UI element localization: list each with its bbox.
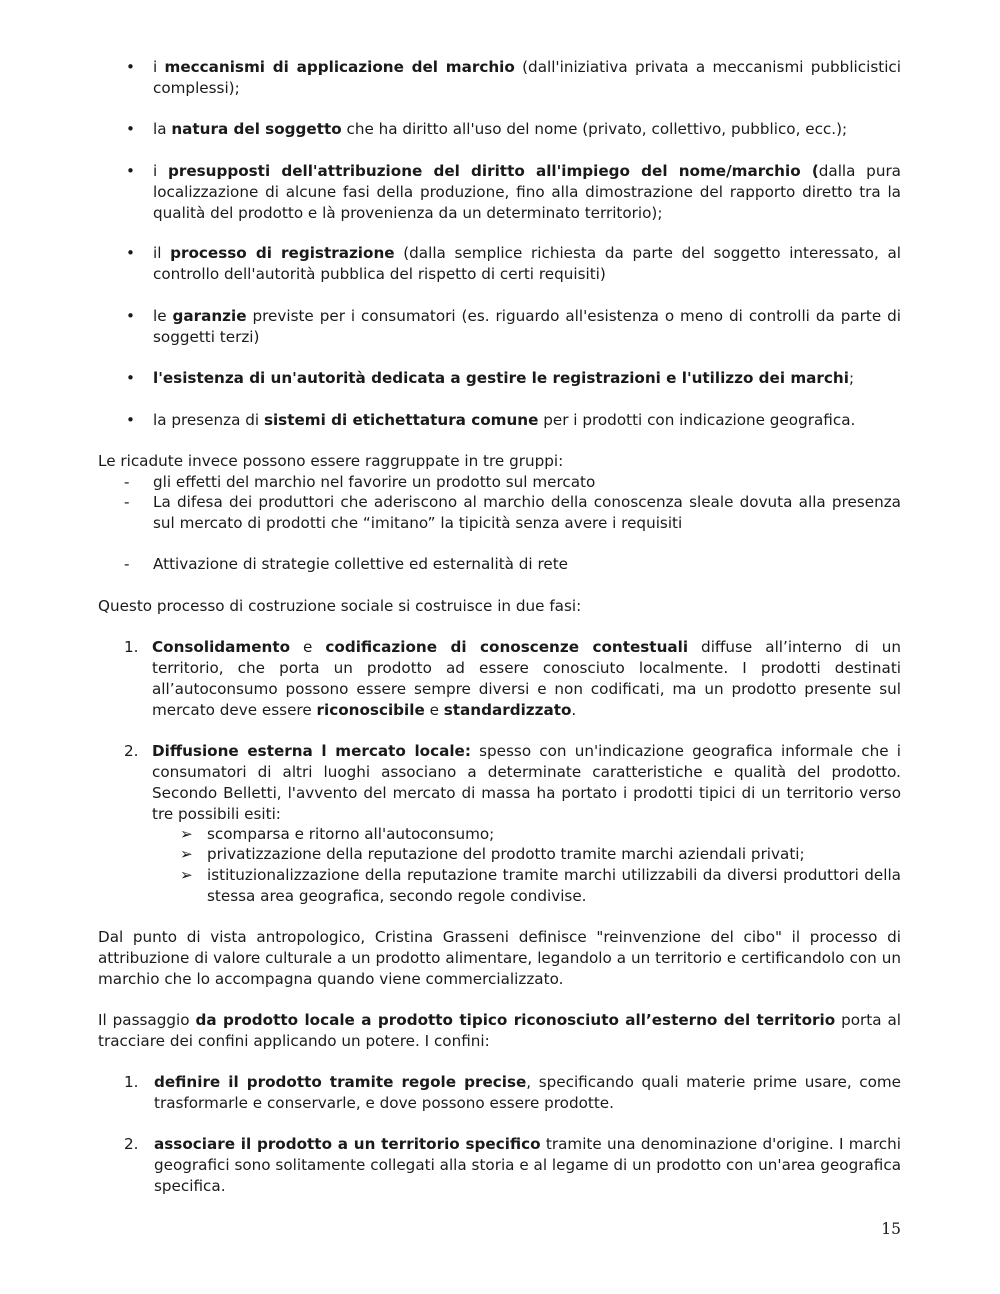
bullet-bold: meccanismi di applicazione del marchio xyxy=(164,58,515,76)
bullet-marker: • xyxy=(126,120,135,138)
bullet-text: che ha diritto all'uso del nome (privato, collettivo, pubblico, ecc.); xyxy=(341,120,848,138)
bullet-bold: garanzie xyxy=(172,307,247,325)
bullet-text: (dalla semplice richiesta da parte del soggetto interessato, al controllo dell'autorità pubblica del rispetto di certi requisiti) xyxy=(153,244,901,283)
ricadute-intro: Le ricadute invece possono essere raggruppate in tre gruppi: xyxy=(98,452,564,470)
bullet-text: dalla pura localizzazione di alcune fasi della produzione, fino alla dimostrazione del rapporto diretto tra la qualità del prodotto e là provenienza da un determinato territorio); xyxy=(153,162,901,222)
esito-item: scomparsa e ritorno all'autoconsumo; xyxy=(207,825,495,843)
bullet-item xyxy=(153,119,901,140)
bold-text: standardizzato xyxy=(443,701,572,719)
bullet-text: i xyxy=(153,162,168,180)
dash-item: Attivazione di strategie collettive ed esternalità di rete xyxy=(153,555,569,573)
bullet-text: la xyxy=(153,120,172,138)
dash-item: gli effetti del marchio nel favorire un prodotto sul mercato xyxy=(153,473,596,491)
bullet-marker: • xyxy=(126,58,135,76)
dash-marker: - xyxy=(124,493,130,511)
passaggio-paragraph xyxy=(98,1010,901,1052)
bold-text: Consolidamento xyxy=(152,638,291,656)
bullet-item xyxy=(153,410,901,431)
confine-item xyxy=(154,1134,901,1197)
bold-text: codificazione di conoscenze contestuali xyxy=(325,638,689,656)
dash-marker: - xyxy=(124,555,130,573)
bullet-marker: • xyxy=(126,244,135,262)
dash-marker: - xyxy=(124,473,130,491)
bullet-text: il xyxy=(153,244,171,262)
grasseni-paragraph: Dal punto di vista antropologico, Cristina Grasseni definisce "reinvenzione del cibo" il processo di attribuzione di valore culturale a un prodotto alimentare, legandolo a un territorio e certificandolo con un marchio che lo accompagna quando viene commercializzato. xyxy=(98,928,901,988)
bullet-text: la presenza di xyxy=(153,411,264,429)
number-marker: 2. xyxy=(124,742,139,760)
plain-text: , specificando quali materie prime usare, come trasformarle e conservarle, e dove possono essere prodotte. xyxy=(154,1073,901,1112)
esito-item: privatizzazione della reputazione del prodotto tramite marchi aziendali privati; xyxy=(207,845,805,863)
arrow-marker: ➢ xyxy=(180,825,193,843)
plain-text: diffuse all’interno di un territorio, che porta un prodotto ad essere conosciuto localmente. I prodotti destinati all’autoconsumo possono essere sempre diversi e non codificati, ma un prodotto presente sul mercato deve essere xyxy=(152,638,901,719)
bullet-item xyxy=(153,243,901,285)
bullet-marker: • xyxy=(126,411,135,429)
bold-text: associare il prodotto a un territorio specifico xyxy=(154,1135,541,1153)
confine-item xyxy=(154,1072,901,1114)
numbered-item xyxy=(152,741,901,825)
page-number: 15 xyxy=(881,1220,901,1238)
bold-text: riconoscibile xyxy=(316,701,425,719)
bullet-text: le xyxy=(153,307,173,325)
number-marker: 2. xyxy=(124,1135,139,1153)
bullet-bold: sistemi di etichettatura comune xyxy=(263,411,539,429)
bullet-text: per i prodotti con indicazione geografica. xyxy=(538,411,856,429)
bullet-item xyxy=(153,57,901,99)
plain-text: tramite una denominazione d'origine. I marchi geografici sono solitamente collegati alla storia e al legame di un prodotto con un'area geografica specifica. xyxy=(154,1135,902,1195)
bullet-bold: presupposti dell'attribuzione del diritto all'impiego del nome/marchio ( xyxy=(167,162,819,180)
plain-text: spesso con un'indicazione geografica informale che i consumatori di altri luoghi associano a determinate caratteristiche e qualità del prodotto. Secondo Belletti, l'avvento del mercato di massa ha portato i prodotti tipici di un territorio verso tre possibili esiti: xyxy=(152,742,901,823)
bold-text: Diffusione esterna l mercato locale: xyxy=(152,742,471,760)
number-marker: 1. xyxy=(124,1073,139,1091)
bullet-bold: l'esistenza di un'autorità dedicata a gestire le registrazioni e l'utilizzo dei marchi xyxy=(153,369,849,387)
plain-text: e xyxy=(424,701,444,719)
bullet-item xyxy=(153,368,901,389)
bullet-marker: • xyxy=(126,307,135,325)
bold-text: definire il prodotto tramite regole precise xyxy=(154,1073,527,1091)
bullet-bold: processo di registrazione xyxy=(170,244,395,262)
arrow-marker: ➢ xyxy=(180,866,193,884)
bullet-marker: • xyxy=(126,162,135,180)
bullet-marker: • xyxy=(126,369,135,387)
bullet-item xyxy=(153,306,901,348)
bullet-text: previste per i consumatori (es. riguardo all'esistenza o meno di controlli da parte di soggetti terzi) xyxy=(153,307,901,346)
bullet-text: ; xyxy=(848,369,855,387)
processo-intro: Questo processo di costruzione sociale si costruisce in due fasi: xyxy=(98,597,582,615)
numbered-item xyxy=(152,637,901,721)
plain-text: e xyxy=(290,638,326,656)
dash-item: La difesa dei produttori che aderiscono al marchio della conoscenza sleale dovuta alla presenza sul mercato di prodotti che “imitano” la tipicità senza avere i requisiti xyxy=(153,493,901,532)
bullet-text: (dall'iniziativa privata a meccanismi pubblicistici complessi); xyxy=(153,58,901,97)
plain-text: Il passaggio xyxy=(98,1011,196,1029)
bullet-text: i xyxy=(153,58,165,76)
plain-text: . xyxy=(571,701,577,719)
esito-item: istituzionalizzazione della reputazione tramite marchi utilizzabili da diversi produttori della stessa area geografica, secondo regole condivise. xyxy=(207,866,901,905)
plain-text: porta al tracciare dei confini applicando un potere. I confini: xyxy=(98,1011,901,1050)
bold-text: da prodotto locale a prodotto tipico riconosciuto all’esterno del territorio xyxy=(195,1011,836,1029)
number-marker: 1. xyxy=(124,638,139,656)
arrow-marker: ➢ xyxy=(180,845,193,863)
bullet-item xyxy=(153,161,901,224)
bullet-bold: natura del soggetto xyxy=(171,120,342,138)
